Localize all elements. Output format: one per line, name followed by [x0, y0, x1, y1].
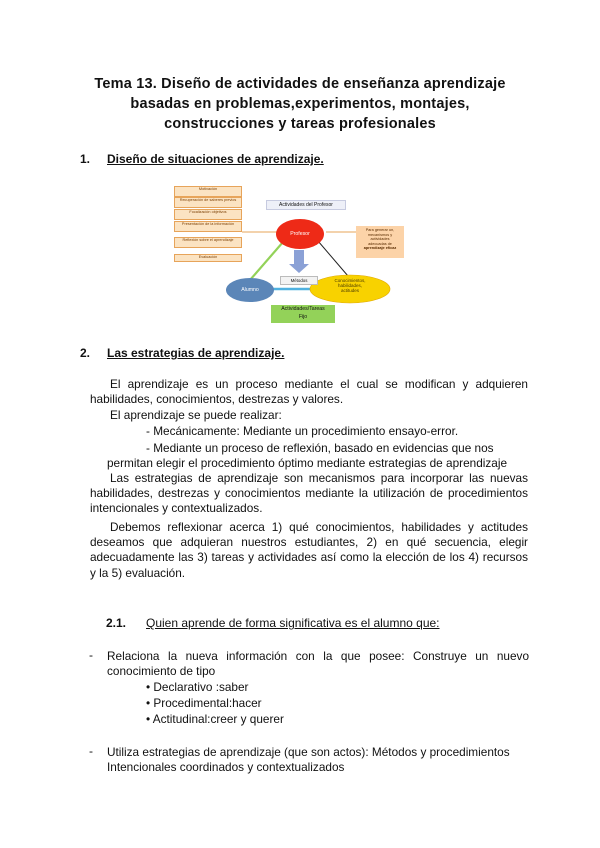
item-1-line-2: conocimiento de tipo	[107, 664, 216, 678]
paragraph-1-text: El aprendizaje es un proceso mediante el cual se modifican y adquieren habilidades, conocimientos, destrezas y valores.	[90, 377, 528, 407]
side-note-line-4: adecuadas de	[368, 241, 392, 246]
paragraph-3-text: Las estrategias de aprendizaje son mecanismos para incorporar las nuevas habilidades, destrezas y conocimientos mediante la utilización de procedimientos intencionales y contextualizados.	[90, 471, 528, 516]
paragraph-4	[90, 520, 528, 581]
section-1-title: Diseño de situaciones de aprendizaje.	[107, 152, 324, 166]
down-arrow-icon	[289, 250, 309, 273]
item-2-dash: -	[89, 744, 93, 758]
stack-item-6: Evaluación	[174, 254, 242, 262]
section-1-number: 1.	[80, 152, 91, 166]
item-1-dash: -	[89, 648, 93, 662]
activities-line-2: Fijo	[298, 313, 308, 320]
side-note-line-5: aprendizaje eficaz	[363, 246, 397, 251]
item-2-line-2: Intencionales coordinados y contextualizados	[107, 760, 345, 774]
section-2-1-title: Quien aprende de forma significativa es el alumno que:	[146, 616, 440, 630]
knowledge-line-1: Conocimientos,	[334, 278, 366, 283]
knowledge-line-3: actitudes	[340, 288, 359, 293]
side-note-line-1: Para generar un,	[365, 228, 395, 232]
paragraph-3	[90, 471, 528, 517]
paragraph-2: El aprendizaje se puede realizar:	[110, 408, 282, 422]
activities-line-1: Actividades/Tareas	[281, 306, 325, 312]
knowledge-line-2: habilidades,	[337, 283, 363, 288]
reflection-item-line-1: - Mediante un proceso de reflexión, basado en evidencias que nos	[146, 441, 494, 455]
stack-item-5: Reflexión sobre el aprendizaje	[174, 237, 242, 248]
alumno-label: Alumno	[241, 287, 259, 293]
paragraph-1	[90, 377, 528, 407]
stack-item-4: Presentación de la información	[174, 221, 242, 232]
profesor-label: Profesor	[290, 231, 310, 237]
paragraph-4-text: Debemos reflexionar acerca 1) qué conocimientos, habilidades y actitudes deseamos que adquieran nuestros estudiantes, 2) en qué secuencia, elegir adecuadamente las 3) tareas y actividades así como la elección de los 4) recursos y la 5) evaluación.	[90, 520, 528, 580]
bullet-actitudinal: • Actitudinal:creer y querer	[146, 712, 284, 726]
item-2-line-1: Utiliza estrategias de aprendizaje (que son actos): Métodos y procedimientos	[107, 745, 510, 759]
item-1-line-1: Relaciona la nueva información con la que posee: Construye un nuevo	[107, 649, 529, 663]
bullet-procedimental: • Procedimental:hacer	[146, 696, 262, 710]
section-2-1-heading	[106, 616, 440, 630]
activities-box	[271, 305, 335, 323]
section-2-number: 2.	[80, 346, 91, 360]
section-2-1-number: 2.1.	[106, 616, 127, 630]
side-note-box	[356, 226, 404, 258]
learning-situation-diagram	[170, 182, 432, 324]
stack-item-1: Motivación	[174, 186, 242, 197]
mechanical-item: - Mecánicamente: Mediante un procedimiento ensayo-error.	[146, 424, 459, 438]
title-line-3: construcciones y tareas profesionales	[164, 116, 436, 132]
methods-box: Métodos	[280, 276, 318, 285]
stack-item-2: Recuperación de saberes previos	[174, 197, 242, 208]
reflection-item-line-2: permitan elegir el procedimiento óptimo mediante estrategias de aprendizaje	[107, 456, 508, 470]
stack-item-3: Focalización objetivos	[174, 209, 242, 220]
side-note-line-3: actividades	[370, 237, 390, 242]
bullet-declarativo: • Declarativo :saber	[146, 680, 249, 694]
knowledge-label	[320, 278, 380, 293]
teacher-activities-box: Actividades del Profesor	[266, 200, 346, 210]
side-note-line-2: mecanismos y	[367, 232, 393, 237]
section-2-title: Las estrategias de aprendizaje.	[107, 346, 285, 360]
title-line-2: basadas en problemas,experimentos, montajes,	[130, 96, 470, 112]
title-line-1: Tema 13. Diseño de actividades de enseñanza aprendizaje	[94, 76, 506, 92]
page-title	[60, 74, 540, 134]
